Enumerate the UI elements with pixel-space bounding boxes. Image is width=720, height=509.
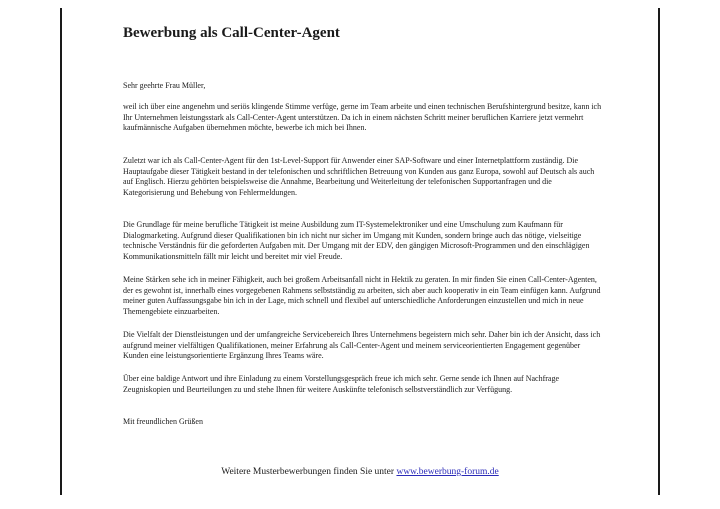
left-margin-rule: [60, 8, 62, 495]
letter-title: Bewerbung als Call-Center-Agent: [123, 25, 340, 41]
footer-text: Weitere Musterbewerbungen finden Sie unter: [221, 467, 397, 477]
right-margin-rule: [658, 8, 660, 495]
paragraph-strengths: Meine Stärken sehe ich in meiner Fähigkeit, auch bei großem Arbeitsanfall nicht in Hektik zu geraten. In mir finden Sie einen Call-Center-Agenten, der es gewohnt ist, innerhalb eines vorgegebenen Rahmens selbstständig zu arbeiten, sich aber auch kooperativ in ein Team einfügen kann. Aufgrund meiner guten Auffassungsgabe bin ich in der Lage, mich schnell und flexibel auf unterschiedliche Anforderungen einzustellen und mich in neue Themengebiete einzuarbeiten.: [123, 275, 601, 316]
paragraph-motivation: Die Vielfalt der Dienstleistungen und der umfangreiche Servicebereich Ihres Unternehmens begeistern mich sehr. Daher bin ich der Ansicht, dass ich aufgrund meiner vielfältigen Qualifikationen, meiner Erfahrung als Call-Center-Agent und meinem serviceorientierten Engagement gegenüber Kunden eine leistungsorientierte Ergänzung Ihres Teams wäre.: [123, 330, 601, 360]
paragraph-education: Die Grundlage für meine berufliche Tätigkeit ist meine Ausbildung zum IT-Systemelektroniker und eine Umschulung zum Kaufmann für Dialogmarketing. Aufgrund dieser Qualifikationen bin ich nicht nur sicher im Umgang mit Kunden, sondern bringe auch das nötige, vielseitige technische Verständnis für die geforderten Aufgaben mit. Der Umgang mit der EDV, den gängigen Microsoft-Programmen und den einschlägigen Kommunikationsmitteln fällt mir leicht und bereitet mir viel Freude.: [123, 220, 590, 261]
footer-link[interactable]: www.bewerbung-forum.de: [396, 467, 499, 477]
paragraph-request: Über eine baldige Antwort und ihre Einladung zu einem Vorstellungsgespräch freue ich mich sehr. Gerne sende ich Ihnen auf Nachfrage Zeugniskopien und Beurteilungen zu und stehe Ihnen für weitere Auskünfte telefonisch selbstverständlich zur Verfügung.: [123, 374, 559, 394]
footer: [0, 466, 720, 478]
paragraph-experience: Zuletzt war ich als Call-Center-Agent für den 1st-Level-Support für Anwender einer SAP-Software und einer Internetplattform zuständig. Die Hauptaufgabe dieser Tätigkeit bestand in der telefonischen und schriftlichen Betreuung von Kunden aus ganz Europa, sowohl auf Deutsch als auch auf Englisch. Hierzu gehörten beispielsweise die Annahme, Bearbeitung und Weiterleitung der telefonischen Supportanfragen und die Kategorisierung und Behebung von Fehlermeldungen.: [123, 156, 595, 197]
salutation: Sehr geehrte Frau Müller,: [123, 81, 206, 90]
closing-line: Mit freundlichen Grüßen: [123, 417, 203, 426]
paragraph-intro: weil ich über eine angenehm und seriös klingende Stimme verfüge, gerne im Team arbeite und einen technischen Berufshintergrund besitze, kann ich Ihr Unternehmen leistungsstark als Call-Center-Agent unterstützen. Da ich in einem nächsten Schritt meiner beruflichen Karriere jetzt vermehrt kaufmännische Aufgaben übernehmen möchte, bewerbe ich mich bei Ihnen.: [123, 102, 602, 132]
